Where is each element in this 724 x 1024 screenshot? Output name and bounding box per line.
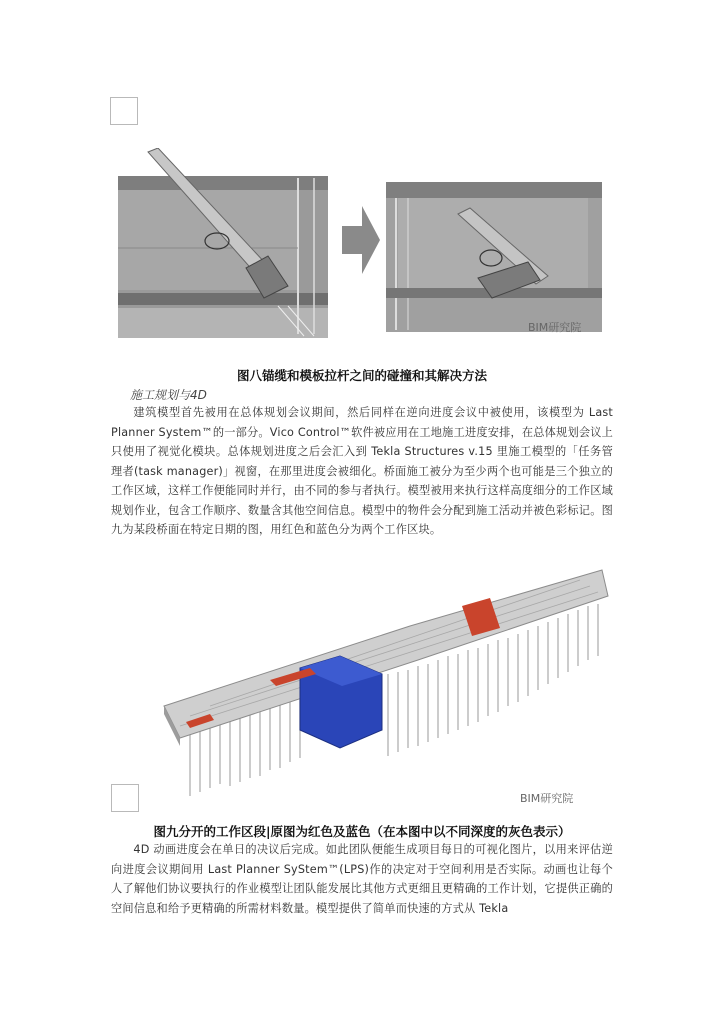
figure-9-watermark: BIM研究院 bbox=[520, 792, 574, 805]
image-placeholder-icon bbox=[110, 97, 138, 125]
figure-8-image bbox=[118, 148, 602, 338]
paragraph-2: 4D 动画进度会在单日的决议后完成。如此团队便能生成项目每日的可视化图片，以用来评估逆向进度会议期间用 Last Planner SyStem™(LPS)作的决定对于空间利用是否实际。动画也让每个人了解他们协议要执行的作业模型让团队能发展比其他方式更细且更精确的工作计划，它提供正确的空间信息和给予更精确的所需材料数量。模型提供了简单而快速的方式从 Tekla bbox=[111, 843, 613, 915]
paragraph-1: 建筑模型首先被用在总体规划会议期间，然后同样在逆向进度会议中被使用，该模型为 Last Planner System™的一部分。Vico Control™软件被应用在工地施工进度安排，在总体规划会议上只使用了视觉化模块。总体规划进度之后会汇入到 Tekla Structures v.15 里施工模型的「任务管理者(task manager)」视窗，在那里进度会被细化。桥面施工被分为至少两个也可能是三个独立的工作区域，这样工作便能同时并行，由不同的参与者执行。模型被用来执行这样高度细分的工作区域规划作业，包含工作顺序、数量含其他空间信息。模型中的物件会分配到施工活动并被色彩标记。图九为某段桥面在特定日期的图，用红色和蓝色分为两个工作区块。 bbox=[111, 406, 613, 536]
bridge-deck bbox=[164, 570, 608, 738]
arrow-icon bbox=[342, 206, 380, 274]
image-placeholder-icon bbox=[111, 784, 139, 812]
figure-8-caption: 图八锚缆和模板拉杆之间的碰撞和其解决方法 bbox=[236, 368, 487, 383]
collision-view bbox=[118, 148, 328, 338]
figure-9-image bbox=[150, 556, 610, 806]
solution-view bbox=[386, 182, 602, 332]
figure-9-caption: 图九分开的工作区段|原图为红色及蓝色（在本图中以不同深度的灰色表示） bbox=[153, 824, 571, 839]
section-heading: 施工规划与4D bbox=[130, 388, 207, 402]
figure-8-watermark: BIM研究院 bbox=[528, 321, 582, 334]
